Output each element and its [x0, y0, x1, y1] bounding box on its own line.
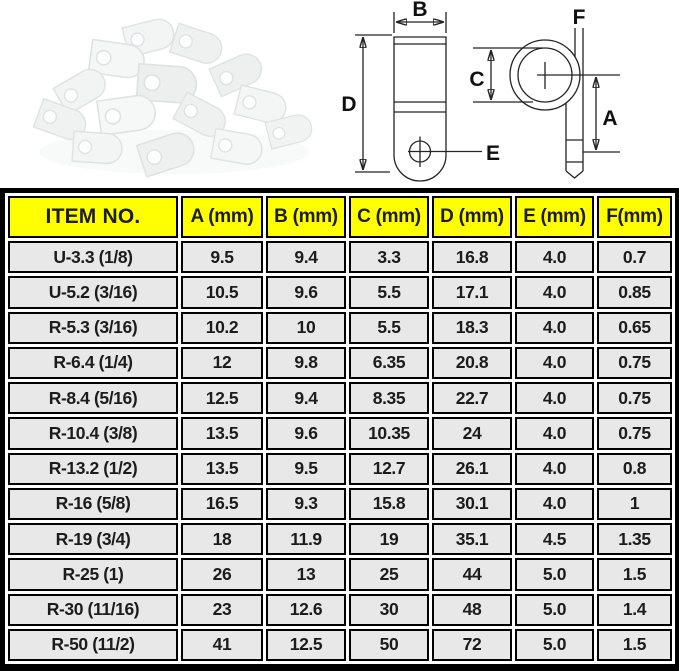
value-cell: 5.5: [349, 276, 429, 308]
spec-table: [0, 188, 679, 671]
item-no-cell: R-25 (1): [8, 558, 178, 590]
value-cell: 4.0: [515, 347, 594, 379]
table-row: [8, 312, 672, 344]
value-cell: 72: [432, 629, 512, 661]
top-section: [0, 0, 679, 188]
value-cell: 11.9: [266, 523, 346, 555]
value-cell: 4.0: [515, 241, 594, 273]
item-no-cell: R-30 (11/16): [8, 594, 178, 626]
value-cell: 3.3: [349, 241, 429, 273]
item-no-cell: R-19 (3/4): [8, 523, 178, 555]
table-row: [8, 241, 672, 273]
value-cell: 1.5: [597, 629, 672, 661]
value-cell: 13.5: [181, 453, 263, 485]
value-cell: 16.8: [432, 241, 512, 273]
value-cell: 6.35: [349, 347, 429, 379]
table-row: [8, 276, 672, 308]
spec-table-header: [8, 196, 672, 238]
value-cell: 1.35: [597, 523, 672, 555]
value-cell: 0.75: [597, 382, 672, 414]
value-cell: 9.3: [266, 488, 346, 520]
value-cell: 0.8: [597, 453, 672, 485]
value-cell: 18.3: [432, 312, 512, 344]
value-cell: 9.5: [181, 241, 263, 273]
clamp-shape: [97, 93, 158, 135]
item-no-cell: R-50 (11/2): [8, 629, 178, 661]
item-no-cell: R-6.4 (1/4): [8, 347, 178, 379]
dim-label-a: A: [602, 107, 618, 130]
value-cell: 23: [181, 594, 263, 626]
value-cell: 10.5: [181, 276, 263, 308]
value-cell: 4.5: [515, 523, 594, 555]
value-cell: 19: [349, 523, 429, 555]
column-header-d: D (mm): [432, 196, 512, 238]
value-cell: 8.35: [349, 382, 429, 414]
value-cell: 15.8: [349, 488, 429, 520]
value-cell: 26.1: [432, 453, 512, 485]
value-cell: 30.1: [432, 488, 512, 520]
value-cell: 9.6: [266, 417, 346, 449]
column-header-b: B (mm): [266, 196, 346, 238]
value-cell: 0.85: [597, 276, 672, 308]
value-cell: 4.0: [515, 276, 594, 308]
value-cell: 0.7: [597, 241, 672, 273]
value-cell: 18: [181, 523, 263, 555]
value-cell: 5.5: [349, 312, 429, 344]
column-header-c: C (mm): [349, 196, 429, 238]
value-cell: 25: [349, 558, 429, 590]
value-cell: 1.4: [597, 594, 672, 626]
table-row: [8, 594, 672, 626]
value-cell: 41: [181, 629, 263, 661]
value-cell: 12.7: [349, 453, 429, 485]
value-cell: 0.65: [597, 312, 672, 344]
value-cell: 22.7: [432, 382, 512, 414]
value-cell: 17.1: [432, 276, 512, 308]
value-cell: 20.8: [432, 347, 512, 379]
table-row: [8, 629, 672, 661]
dim-label-c: C: [469, 68, 485, 91]
dimension-diagram: [330, 0, 679, 190]
value-cell: 13: [266, 558, 346, 590]
dim-label-d: D: [341, 93, 357, 116]
table-row: [8, 417, 672, 449]
column-header-e: E (mm): [515, 196, 594, 238]
value-cell: 13.5: [181, 417, 263, 449]
value-cell: 26: [181, 558, 263, 590]
value-cell: 48: [432, 594, 512, 626]
value-cell: 30: [349, 594, 429, 626]
item-no-cell: R-13.2 (1/2): [8, 453, 178, 485]
value-cell: 9.6: [266, 276, 346, 308]
clamp-shape: [72, 131, 123, 164]
value-cell: 0.75: [597, 347, 672, 379]
value-cell: 9.8: [266, 347, 346, 379]
value-cell: 0.75: [597, 417, 672, 449]
value-cell: 9.4: [266, 241, 346, 273]
value-cell: 12: [181, 347, 263, 379]
value-cell: 10: [266, 312, 346, 344]
item-no-cell: U-5.2 (3/16): [8, 276, 178, 308]
value-cell: 12.5: [266, 629, 346, 661]
value-cell: 10.35: [349, 417, 429, 449]
column-header-a: A (mm): [181, 196, 263, 238]
value-cell: 24: [432, 417, 512, 449]
value-cell: 50: [349, 629, 429, 661]
item-no-cell: U-3.3 (1/8): [8, 241, 178, 273]
dim-label-e: E: [486, 142, 501, 165]
value-cell: 5.0: [515, 594, 594, 626]
value-cell: 16.5: [181, 488, 263, 520]
item-no-cell: R-16 (5/8): [8, 488, 178, 520]
item-no-cell: R-5.3 (3/16): [8, 312, 178, 344]
table-row: [8, 558, 672, 590]
header-row: [8, 196, 672, 238]
value-cell: 4.0: [515, 382, 594, 414]
table-row: [8, 453, 672, 485]
value-cell: 35.1: [432, 523, 512, 555]
value-cell: 5.0: [515, 558, 594, 590]
value-cell: 4.0: [515, 417, 594, 449]
table-row: [8, 347, 672, 379]
item-no-cell: R-8.4 (5/16): [8, 382, 178, 414]
value-cell: 10.2: [181, 312, 263, 344]
clamp-shape: [170, 23, 226, 67]
value-cell: 5.0: [515, 629, 594, 661]
value-cell: 4.0: [515, 312, 594, 344]
table-row: [8, 488, 672, 520]
value-cell: 4.0: [515, 453, 594, 485]
value-cell: 44: [432, 558, 512, 590]
value-cell: 12.5: [181, 382, 263, 414]
value-cell: 9.4: [266, 382, 346, 414]
table-row: [8, 382, 672, 414]
value-cell: 12.6: [266, 594, 346, 626]
dim-label-b: B: [412, 0, 428, 21]
table-row: [8, 523, 672, 555]
value-cell: 9.5: [266, 453, 346, 485]
dim-label-f: F: [572, 6, 586, 29]
column-header-item-no: ITEM NO.: [8, 196, 178, 238]
product-photo: [2, 2, 332, 188]
item-no-cell: R-10.4 (3/8): [8, 417, 178, 449]
value-cell: 1: [597, 488, 672, 520]
value-cell: 1.5: [597, 558, 672, 590]
column-header-f: F(mm): [597, 196, 672, 238]
value-cell: 4.0: [515, 488, 594, 520]
spec-table-body: [8, 241, 672, 661]
